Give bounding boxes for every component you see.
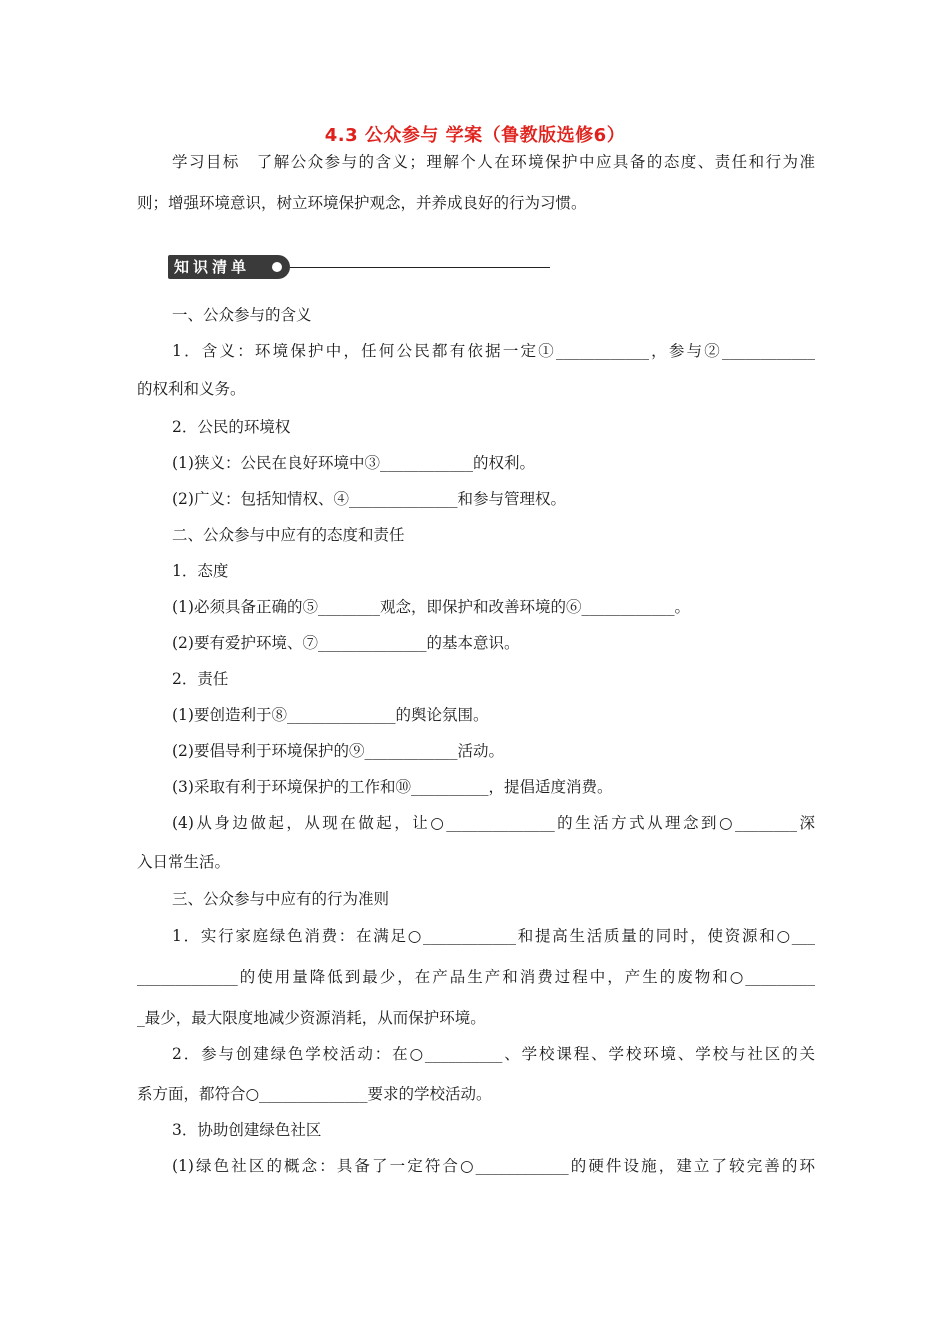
subheading: 3．协助创建绿色社区 [172,1121,322,1139]
text-line: 系方面，都符合○______________要求的学校活动。 [137,1085,492,1103]
text-line: 入日常生活。 [137,853,231,871]
text-line: (2)广义：包括知情权、④______________和参与管理权。 [172,490,566,508]
section-badge-label: 知识清单 [174,258,251,276]
text-line: 的权利和义务。 [137,380,246,398]
section-badge [168,255,290,279]
heading-1: 一、公众参与的含义 [172,306,312,324]
text-line: (1)绿色社区的概念：具备了一定符合○____________的硬件设施，建立了较完善的环 [172,1157,815,1175]
badge-dot-icon [272,262,282,272]
text-line: (2)要有爱护环境、⑦______________的基本意识。 [172,634,520,652]
text-line: (1)必须具备正确的⑤________观念，即保护和改善环境的⑥____________。 [172,598,690,616]
objectives-line-2: 则；增强环境意识，树立环境保护观念，并养成良好的行为习惯。 [137,194,587,212]
subheading: 1．态度 [172,562,229,580]
text-line: (4)从身边做起，从现在做起，让○______________的生活方式从理念到○________深 [172,814,815,832]
text-line: (2)要倡导利于环境保护的⑨____________活动。 [172,742,504,760]
section-divider [290,267,550,268]
text-line: 2．参与创建绿色学校活动：在○__________、学校课程、学校环境、学校与社区的关 [172,1045,815,1063]
subheading: 2．责任 [172,670,229,688]
text-line: 1．实行家庭绿色消费：在满足○____________和提高生活质量的同时，使资源和○___ [172,927,815,945]
text-line: (3)采取有利于环境保护的工作和⑩__________，提倡适度消费。 [172,778,613,796]
text-line: _最少，最大限度地减少资源消耗，从而保护环境。 [137,1009,486,1027]
text-line: _____________的使用量降低到最少，在产品生产和消费过程中，产生的废物和○_________ [137,968,815,986]
heading-3: 三、公众参与中应有的行为准则 [172,890,390,908]
text-line: (1)要创造利于⑧______________的舆论氛围。 [172,706,489,724]
subheading: 2．公民的环境权 [172,418,291,436]
heading-2: 二、公众参与中应有的态度和责任 [172,526,405,544]
objectives-line-1: 学习目标 了解公众参与的含义；理解个人在环境保护中应具备的态度、责任和行为准 [172,153,815,171]
text-line: 1．含义：环境保护中，任何公民都有依据一定①____________，参与②____________ [172,342,815,360]
text-line: (1)狭义：公民在良好环境中③____________的权利。 [172,454,535,472]
document-title: 4.3 公众参与 学案（鲁教版选修6） [324,125,626,146]
